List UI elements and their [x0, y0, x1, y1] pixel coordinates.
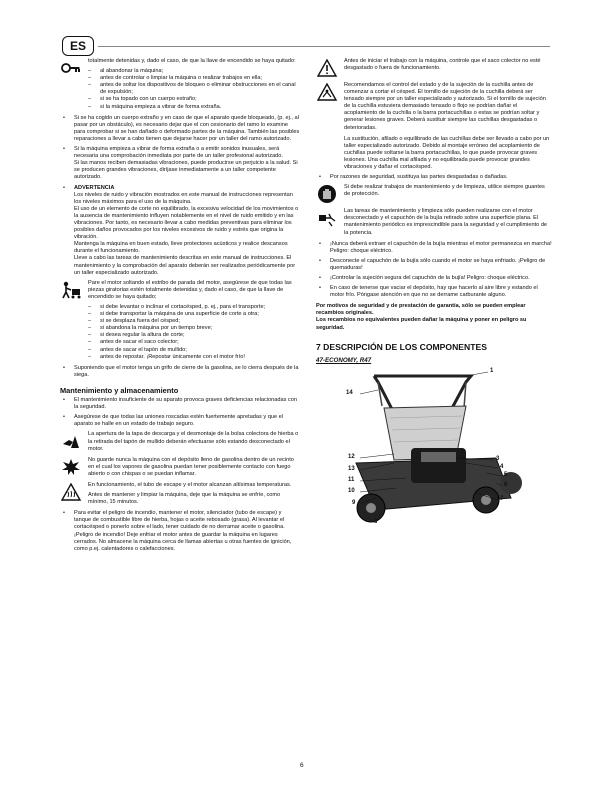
hot-surface-block: [60, 482, 300, 506]
callout-7: 7: [500, 495, 504, 502]
vibration-text-a: • Si la máquina empieza a vibrar de forma extraña o a emitir sonidos inusuales, será necesaria una comprobación inmediata por parte de un taller profesional autorizado.: [74, 146, 283, 160]
engine-stop-intro: Pare el motor soltando el estribo de parada del motor, asegúrese de que todas las piezas giratorias estén totalmente detenidas y, dado el caso, de que la llave de encendido se haya quitado;: [88, 279, 292, 300]
advertencia-text: Mantenga la máquina en buen estado, lleve protectores acústicos y realice descansos durante el funcionamiento.: [74, 241, 288, 255]
mower-illustration: [316, 368, 552, 533]
stop-warning-intro: totalmente detenidas y, dado el caso, de que la llave de encendido se haya quitado:: [88, 58, 296, 64]
blade-check-text: Recomendamos el control del estado y de la sujeción de la cuchilla antes de comenzar a cortar el césped. El tornillo de sujeción de la cuchilla deberá ser tensado siempre por un taller especializado y autorizado. Si el tornillo de sujeción de la cuchilla estuviera demasiado tensado o flojo se podrían dañar el acoplamiento de la cuchilla o la barra portacuchillas o estas se podrían soltar y generar lesiones graves. Deberá sustituir siempre las cuchillas desgastadas o deterioradas.: [344, 82, 546, 131]
left-column: [60, 58, 300, 556]
fire-prevention-paragraph: • Para evitar el peligro de incendio, mantener el motor, silenciador (tubo de escape) y tanque de combustible libre de hierba, hojas o aceite rebosado (grasa). Al levantar el cortacésped o ponerlo sobre el lado, tener cuidado de no derramar aceite o gasolina. ¡Peligro de incendio! Deje enfriar el motor antes de guardar la máquina en lugares cerrados. No almacene la máquina cerca de llamas abiertas u otras fuentes de ignición, como p.ej. calentadores o calefacciones.: [60, 510, 300, 553]
stop-warning-item: – antes de soltar los dispositivos de bloqueo o eliminar obstrucciones en el canal de expulsión;: [88, 82, 300, 96]
callout-13: 13: [348, 465, 355, 472]
blade-check-block: [316, 82, 552, 132]
glove-icon: [316, 184, 338, 204]
callout-12: 12: [348, 453, 355, 460]
callout-10: 10: [348, 487, 355, 494]
advertencia-text: Lleve a cabo las tareas de mantenimiento descritas en este manual de instrucciones. El mantenimiento y la comprobación del aparato deberán ser realizados periódicamente por un taller especializado autorizado.: [74, 255, 296, 276]
engine-stop-item: – si se desplaza fuera del césped;: [88, 318, 300, 325]
language-badge: ES: [62, 36, 94, 56]
explosion-icon: [60, 457, 82, 477]
callout-8: 8: [374, 518, 378, 525]
header-rule: [98, 46, 550, 47]
page-number: 6: [300, 762, 304, 769]
replace-parts-paragraph: • Por razones de seguridad, sustituya las partes desgastadas o dañadas.: [316, 174, 552, 181]
collector-check-block: [316, 58, 552, 78]
blade-sharpen-paragraph: La sustitución, afilado o equilibrado de las cuchillas debe ser llevado a cabo por un taller especializado autorizado. Debido al montaje erróneo del acoplamiento de cuchillas puede soltarse la barra portacuchillas, lo que puede provocar graves lesiones. Una cuchilla mal afilada y no equilibrada puede provocar grandes vibraciones y dañar el cortacésped.: [344, 135, 550, 171]
components-heading: 7 DESCRIPCIÓN DE LOS COMPONENTES: [316, 341, 487, 352]
warning-icon: [316, 58, 338, 78]
callout-11: 11: [348, 476, 355, 483]
engine-stop-block: [60, 280, 300, 361]
vibration-paragraph: [60, 146, 300, 181]
original-parts-note: Por motivos de seguridad y de prestación de garantía, sólo se pueden emplear recambios originales.: [316, 303, 526, 317]
callout-9: 9: [352, 499, 356, 506]
stop-warning-item: – al abandonar la máquina;: [88, 68, 300, 75]
key-icon: [60, 58, 82, 78]
storage-fire-text: No guarde nunca la máquina con el depósito lleno de gasolina dentro de un recinto en el cual los vapores de gasolina puedan tener posiblemente contacto con fuego abierto o con chispas o se puedan inflamar.: [88, 456, 294, 477]
fuel-tap-paragraph: • Suponiendo que el motor tenga un grifo de cierre de la gasolina, se lo cierra después de la siega.: [60, 365, 300, 379]
stop-warning-block: [60, 58, 300, 111]
storage-fire-block: [60, 457, 300, 478]
advertencia-title: • ADVERTENCIA: [74, 184, 115, 191]
advertencia-text: El uso de un elemento de corte no equilibrado, la excesiva velocidad de los movimientos o la ausencia de mantenimiento influyen notablemente en el nivel de ruido emitido y en las vibraciones. Por tanto, es necesario llevar a cabo medidas preventivas para eliminar los posibles daños provocados por los niveles excesivos de ruido y estrés que origina la vibración.: [74, 205, 299, 241]
spark-plug-text: Las tareas de mantenimiento y limpieza sólo pueden realizarse con el motor desconectado y el capuchón de la bujía retirado sobre una superficie plana. El mantenimiento periódico es imprescindible para la seguridad y el cumplimiento de la potencia.: [344, 208, 548, 236]
callout-14: 14: [346, 389, 353, 396]
hand-fire-icon: [60, 431, 82, 451]
maintenance-paragraph: • Asegúrese de que todas las uniones roscadas estén fuertemente apretadas y que el aparato se halle en un estado de trabajo seguro.: [60, 414, 300, 428]
spark-plug-paragraph: • ¡Controlar la sujeción segura del capuchón de la bujía! Peligro: choque eléctrico.: [316, 275, 552, 282]
engine-stop-item: – si debe levantar o inclinar el cortacésped, p. ej., para el transporte;: [88, 304, 300, 311]
stop-warning-item: – antes de controlar o limpiar la máquina o realizar trabajos en ella;: [88, 75, 300, 82]
discharge-text: La apertura de la tapa de descarga y el desmontaje de la bolsa colectora de hierba o la retirada del tapón de mullido deberán efectuarse sólo estando desconectado el motor.: [88, 431, 299, 452]
discharge-block: [60, 431, 300, 452]
vibration-text-b: Si las manos reciben demasiadas vibraciones, puede producirse un perjuicio a la salud. Si se producen grandes vibraciones, diríjase inmediatamente a un taller competente autorizado.: [74, 160, 298, 181]
right-column: [316, 58, 552, 533]
engine-stop-item: – si abandona la máquina por un tiempo breve;: [88, 325, 300, 332]
plug-icon: [316, 208, 338, 228]
foreign-body-paragraph: • Si se ha cogido un cuerpo extraño y en caso de que el aparato quede bloqueado, (p. ej., al pasar por un obstáculo), es necesario dejar que el con cesionario del ramo lo examine para comprobar si se han dañado o deformado partes de la máquina. También las posibles reparaciones a llevar a cabo tienen que dejarse hacer por un taller del ramo autorizado.: [60, 115, 300, 143]
non-original-parts-note: Los recambios no equivalentes pueden dañar la máquina y poner en peligro su seguridad.: [316, 317, 527, 331]
fuel-drain-paragraph: • En caso de tenerse que vaciar el depósito, hay que hacerlo al aire libre y estando el motor frío. Póngase atención en que no se derrame carburante alguno.: [316, 285, 552, 299]
advertencia-text: Los niveles de ruido y vibración mostrados en este manual de instrucciones representan los niveles máximos para el uso de la máquina.: [74, 191, 293, 205]
cooldown-text: Antes de mantener y limpiar la máquina, deje que la máquina se enfríe, como mínimo, 15 minutos.: [88, 492, 281, 506]
advertencia-block: [60, 185, 300, 277]
engine-stop-item: – antes de repostar. ¡Repostar únicamente con el motor frío!: [88, 354, 300, 361]
spark-plug-block: [316, 208, 552, 236]
hot-surface-icon: [60, 482, 82, 502]
stop-warning-item: – si la máquina empieza a vibrar de forma extraña.: [88, 104, 300, 111]
callout-6: 6: [504, 481, 508, 488]
engine-stop-item: – antes de sacar el saco colector;: [88, 339, 300, 346]
blade-warning-icon: [316, 82, 338, 102]
gloves-block: [316, 184, 552, 204]
engine-stop-item: – antes de sacar el tapón de mullido;: [88, 347, 300, 354]
maintenance-paragraph: • El mantenimiento insuficiente de su aparato provoca graves deficiencias relacionadas con la seguridad.: [60, 397, 300, 411]
maintenance-heading: Mantenimiento y almacenamiento: [60, 385, 179, 395]
callout-3: 3: [496, 455, 500, 462]
spark-plug-paragraph: • ¡Nunca deberá extraer el capuchón de la bujía mientras el motor permanezca en marcha! Peligro: choque eléctrico.: [316, 241, 552, 255]
callout-4: 4: [500, 463, 504, 470]
spark-plug-paragraph: • Desconecte el capuchón de la bujía sólo cuando el motor se haya enfriado. ¡Peligro de quemaduras!: [316, 258, 552, 272]
stop-warning-item: – si se ha topado con un cuerpo extraño;: [88, 96, 300, 103]
collector-check-text: Antes de iniciar el trabajo con la máquina, controle que el saco colector no esté desgastado o fuera de funcionamiento.: [344, 58, 541, 72]
engine-stop-item: – si debe transportar la máquina de una superficie de corte a otra;: [88, 311, 300, 318]
hot-surface-text: En funcionamiento, el tubo de escape y el motor alcanzan altísimas temperaturas.: [88, 481, 292, 488]
callout-5: 5: [504, 471, 508, 478]
engine-stop-item: – si desea regular la altura de corte;: [88, 332, 300, 339]
model-label: 47-ECONOMY, R47: [316, 356, 372, 364]
callout-1: 1: [490, 367, 494, 374]
person-engine-icon: [60, 280, 82, 300]
gloves-text: Si debe realizar trabajos de mantenimiento y de limpieza, utilice siempre guantes de protección.: [344, 184, 545, 198]
